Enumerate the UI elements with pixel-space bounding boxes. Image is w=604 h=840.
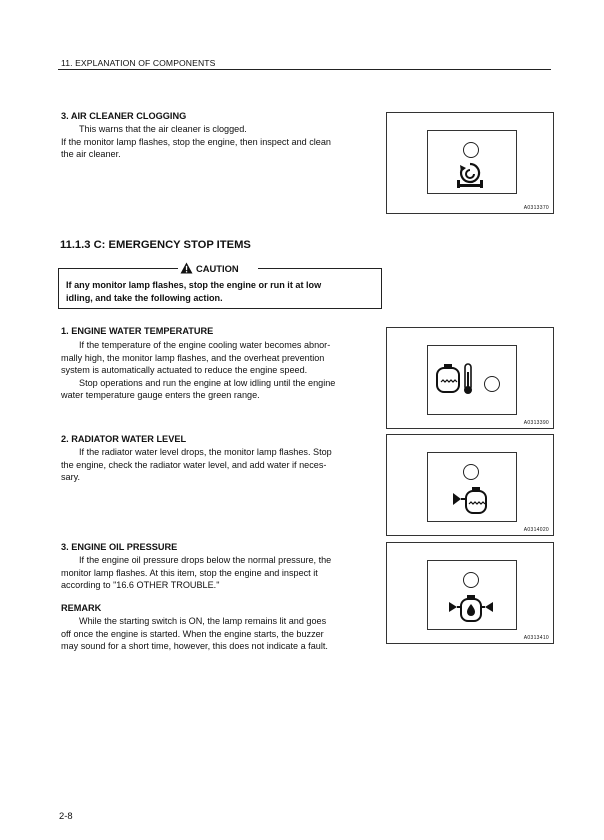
water-temp-line: mally high, the monitor lamp flashes, and the overheat prevention [61, 352, 325, 363]
monitor-lamp-icon [463, 572, 479, 588]
page-number: 2-8 [59, 810, 73, 821]
remark-heading: REMARK [61, 603, 102, 613]
oil-pressure-text [61, 554, 383, 592]
oil-pressure-heading: 3. ENGINE OIL PRESSURE [61, 542, 178, 552]
oil-pressure-icon [448, 593, 494, 623]
radiator-line: the engine, check the radiator water level, and add water if neces- [61, 459, 327, 470]
air-cleaner-icon [454, 161, 486, 191]
monitor-panel [427, 345, 517, 415]
monitor-panel [427, 130, 517, 194]
radiator-line: sary. [61, 472, 81, 483]
monitor-lamp-icon [463, 142, 479, 158]
caution-text [66, 279, 378, 304]
figure-code: A0313410 [523, 635, 549, 641]
oil-pressure-figure [386, 542, 554, 644]
section-header: 11. EXPLANATION OF COMPONENTS [61, 58, 216, 68]
radiator-heading: 2. RADIATOR WATER LEVEL [61, 434, 187, 444]
figure-code: A0313390 [523, 420, 549, 426]
air-cleaner-line: This warns that the air cleaner is clogged. [79, 124, 247, 134]
remark-line: off once the engine is started. When the engine starts, the buzzer [61, 628, 324, 639]
oil-pressure-line: monitor lamp flashes. At this item, stop the engine and inspect it [61, 567, 318, 578]
air-cleaner-heading: 3. AIR CLEANER CLOGGING [61, 111, 187, 121]
monitor-lamp-icon [484, 376, 500, 392]
oil-pressure-line: If the engine oil pressure drops below the normal pressure, the [79, 555, 332, 565]
header-divider [58, 69, 551, 70]
monitor-panel [427, 452, 517, 522]
water-temp-line: If the temperature of the engine cooling water becomes abnor- [79, 340, 331, 350]
remark-text [61, 615, 383, 653]
oil-pressure-line: according to "16.6 OTHER TROUBLE." [61, 580, 220, 591]
air-cleaner-figure [386, 112, 554, 214]
water-temp-text [61, 339, 383, 402]
remark-line: While the starting switch is ON, the lamp remains lit and goes [79, 616, 327, 626]
monitor-lamp-icon [463, 464, 479, 480]
water-temp-line: water temperature gauge enters the green range. [61, 390, 260, 401]
figure-code: A0314020 [523, 527, 549, 533]
air-cleaner-line: If the monitor lamp flashes, stop the engine, then inspect and clean [61, 136, 331, 147]
caution-line: idling, and take the following action. [66, 292, 223, 303]
caution-label: CAUTION [196, 262, 239, 274]
radiator-figure [386, 434, 554, 536]
water-temp-line: system is automatically actuated to reduce the engine speed. [61, 365, 308, 376]
air-cleaner-text [61, 123, 383, 161]
water-temp-line: Stop operations and run the engine at low idling until the engine [79, 377, 336, 388]
water-temp-heading: 1. ENGINE WATER TEMPERATURE [61, 326, 214, 336]
section-heading: 11.1.3 C: EMERGENCY STOP ITEMS [60, 239, 251, 251]
radiator-text [61, 446, 383, 484]
water-temperature-icon [433, 362, 479, 396]
figure-code: A0313370 [523, 205, 549, 211]
monitor-panel [427, 560, 517, 630]
caution-line: If any monitor lamp flashes, stop the engine or run it at low [66, 280, 322, 290]
water-temp-figure [386, 327, 554, 429]
air-cleaner-line: the air cleaner. [61, 149, 121, 160]
remark-line: may sound for a short time, however, this does not indicate a fault. [61, 641, 328, 652]
radiator-level-icon [451, 485, 491, 515]
radiator-line: If the radiator water level drops, the monitor lamp flashes. Stop [79, 447, 332, 457]
